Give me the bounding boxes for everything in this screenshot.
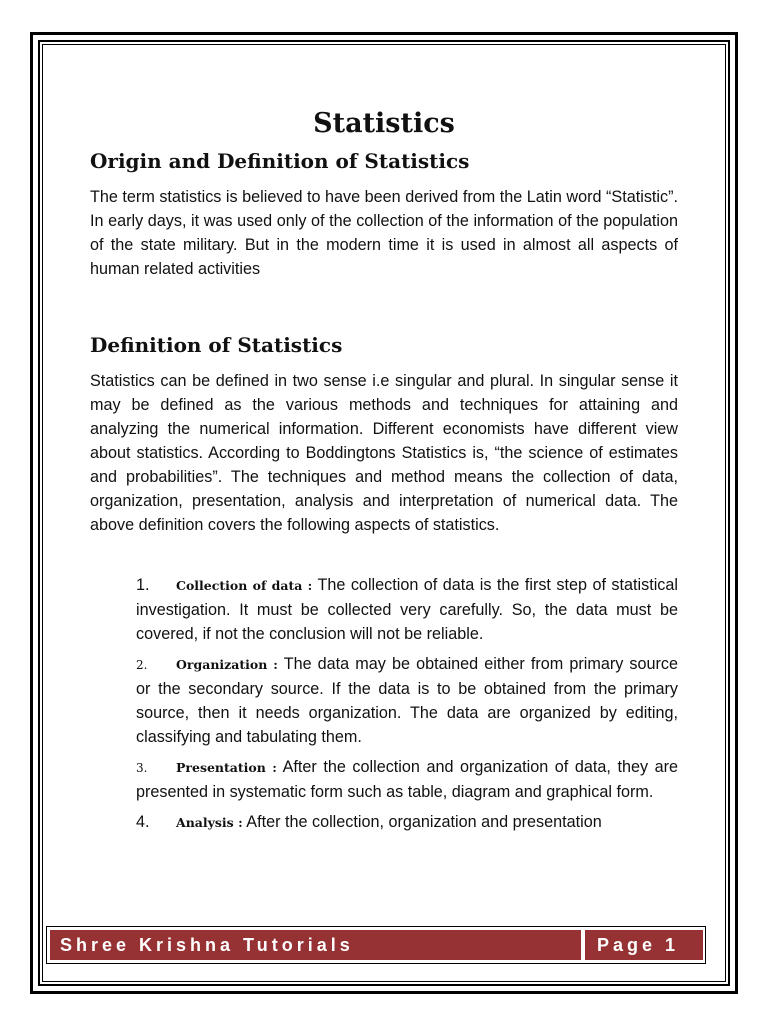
list-text: The data may be obtained either from primary source or the secondary source. If the data is to be obtained from the primary source, then it needs organization. The data are organized by editing, classifying and tabulating them. xyxy=(136,655,678,746)
document-body xyxy=(90,100,678,841)
list-number: 2. xyxy=(136,658,148,672)
list-text: The collection of data is the first step of statistical investigation. It must be collected very carefully. So, the data must be covered, if not the conclusion will not be reliable. xyxy=(136,576,678,643)
section-paragraph-definition: Statistics can be defined in two sense i.e singular and plural. In singular sense it may be defined as the various methods and techniques for attaining and analyzing the numerical information. Different economists have different view about statistics. According to Boddingtons Statistics is, “the science of estimates and probabilities”. The techniques and method means the collection of data, organization, presentation, analysis and interpretation of numerical data. The above definition covers the following aspects of statistics. xyxy=(90,372,678,534)
list-term: Analysis : xyxy=(176,815,243,830)
list-text: After the collection, organization and presentation xyxy=(246,813,602,831)
list-number: 4. xyxy=(136,813,150,831)
section-paragraph-origin: The term statistics is believed to have been derived from the Latin word “Statistic”. In early days, it was used only of the collection of the information of the population of the state military. But in the modern time it is used in almost all aspects of human related activities xyxy=(90,188,678,278)
aspects-list xyxy=(136,573,678,835)
section-heading-definition: Definition of Statistics xyxy=(90,333,343,357)
document-title: Statistics xyxy=(313,108,455,139)
section-heading-origin: Origin and Definition of Statistics xyxy=(90,149,470,173)
list-item xyxy=(136,652,678,749)
footer-publisher: Shree Krishna Tutorials xyxy=(50,930,581,960)
list-term: Presentation : xyxy=(176,760,277,775)
list-term: Collection of data : xyxy=(176,578,313,593)
list-item xyxy=(136,810,678,835)
list-item xyxy=(136,573,678,646)
list-term: Organization : xyxy=(176,657,278,672)
footer-page-number: Page 1 xyxy=(585,930,703,960)
list-text: After the collection and organization of data, they are presented in systematic form such as table, diagram and graphical form. xyxy=(136,758,679,801)
list-number: 3. xyxy=(136,761,148,775)
list-item xyxy=(136,755,678,804)
page-footer xyxy=(46,926,706,964)
list-number: 1. xyxy=(136,576,150,594)
